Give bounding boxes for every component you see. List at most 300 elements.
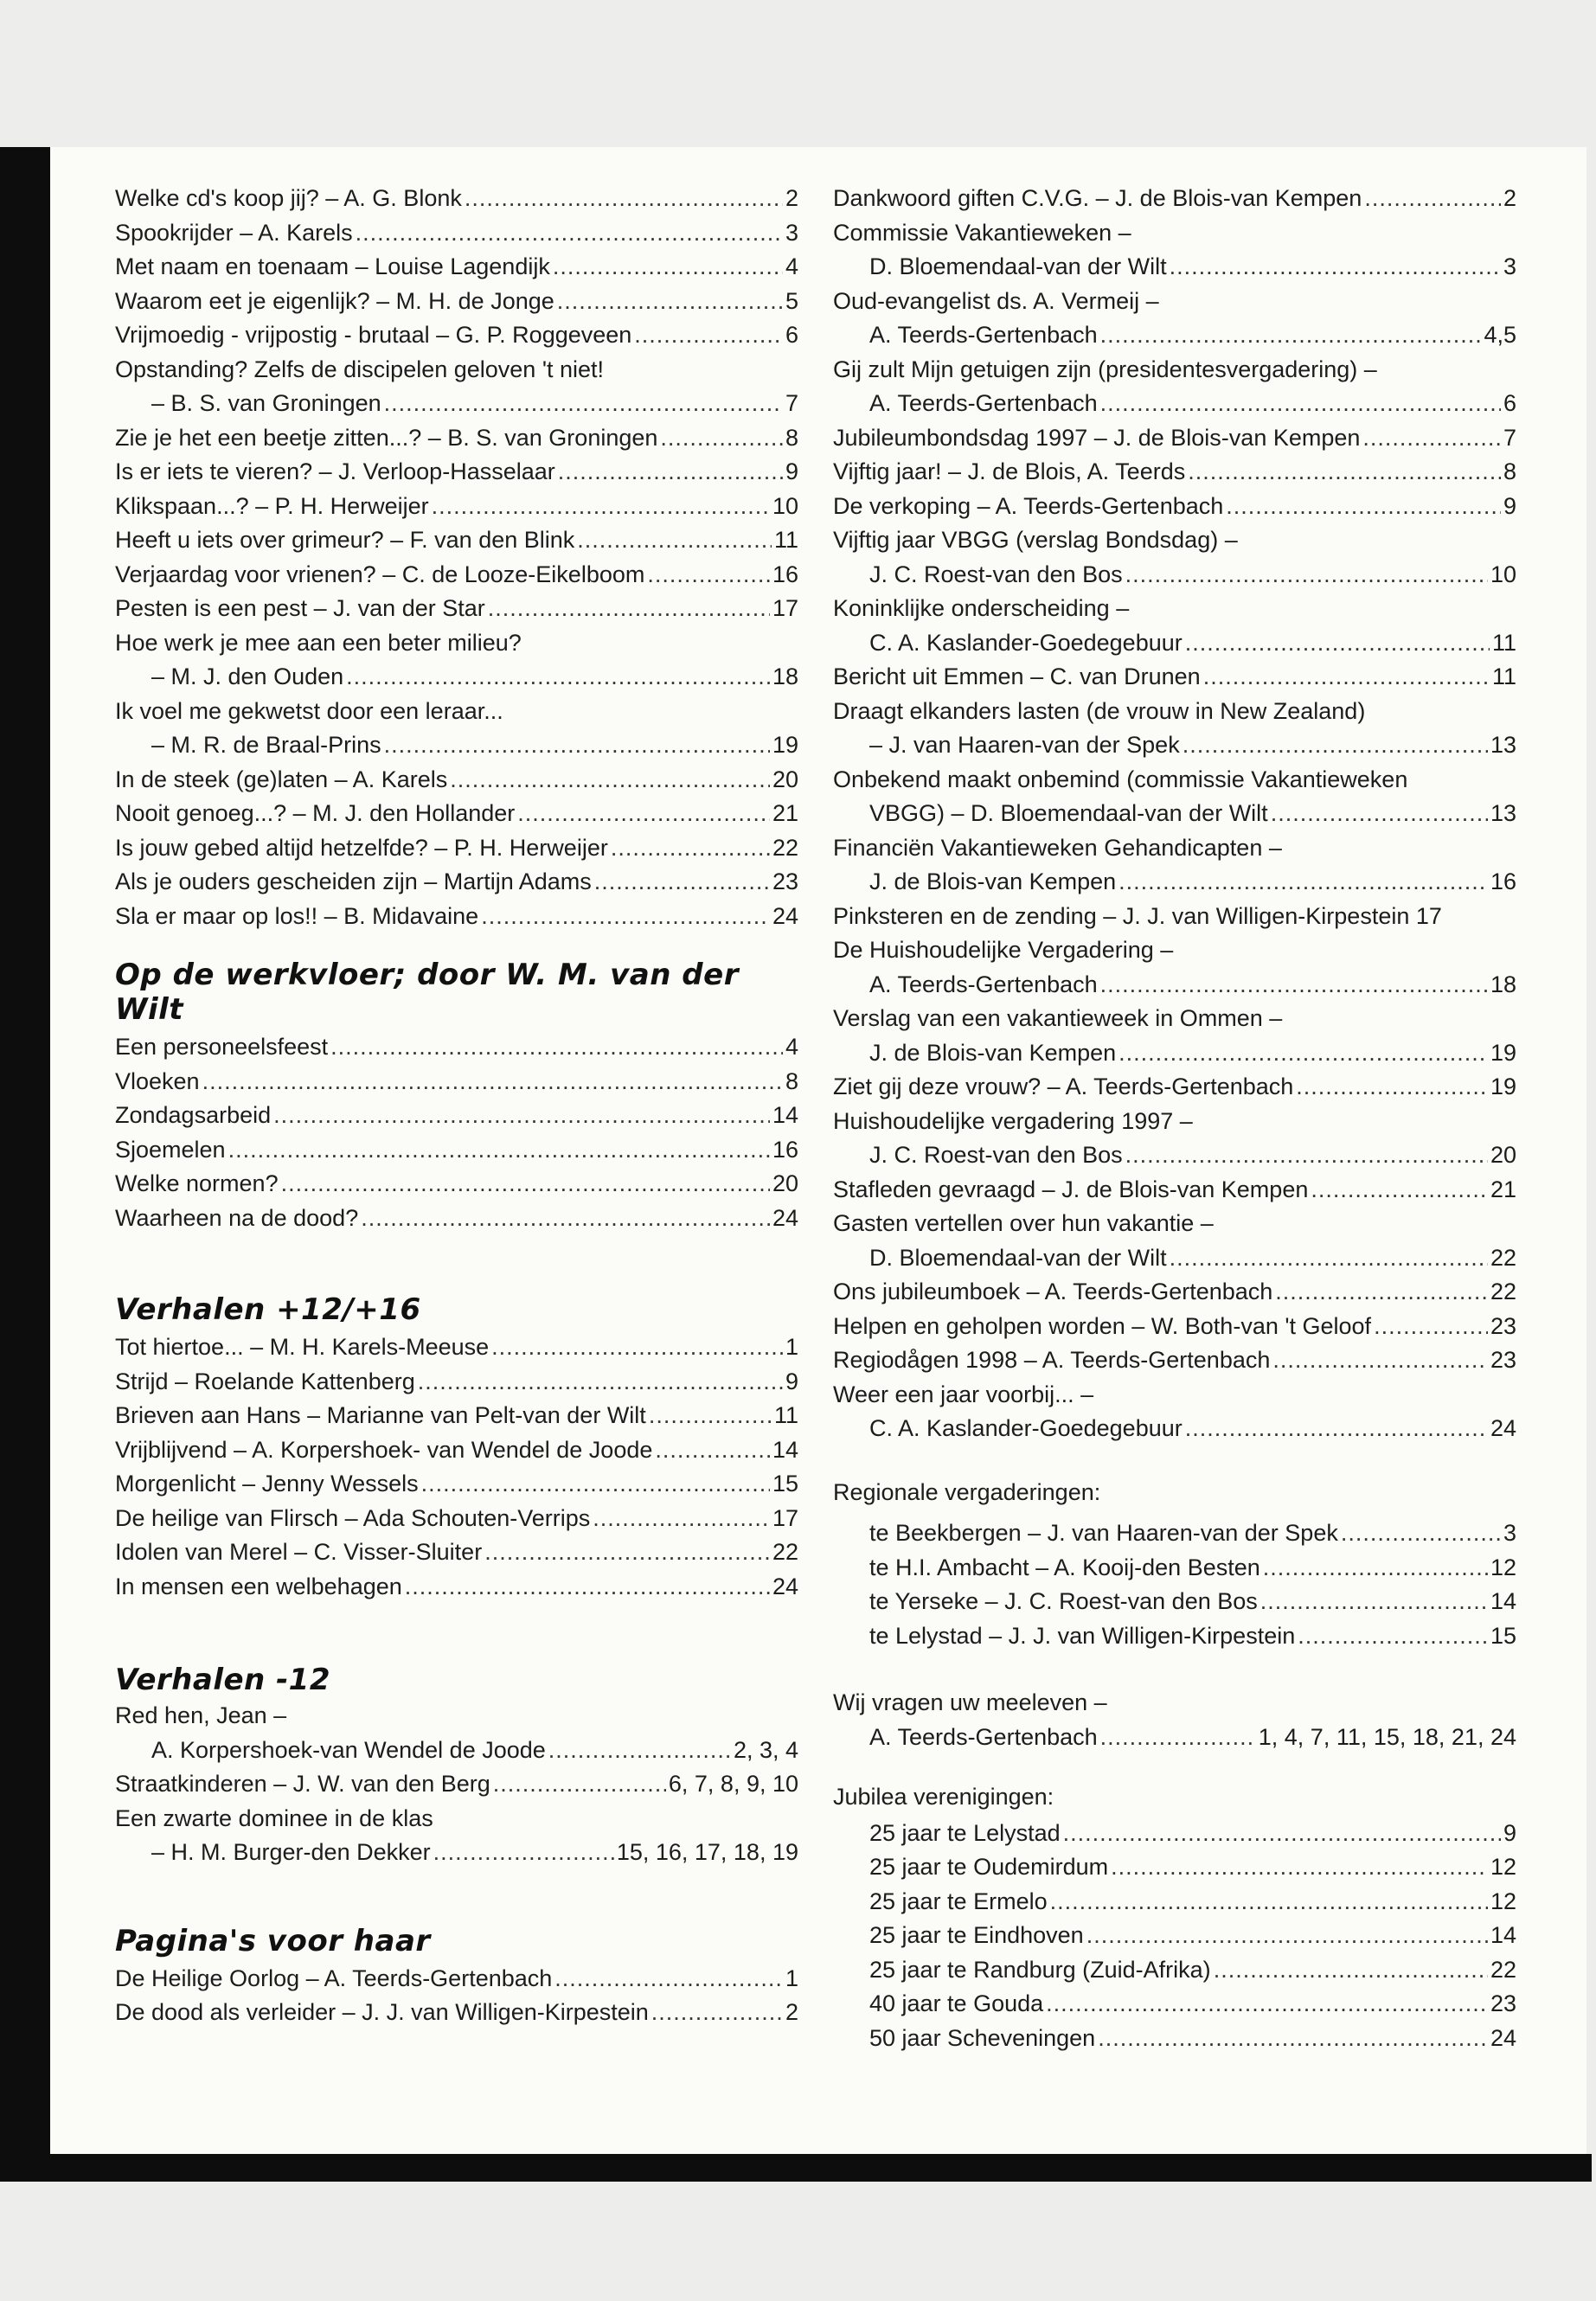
entry-text: De Heilige Oorlog – A. Teerds-Gertenbach: [115, 1965, 553, 1991]
leader-dots: [593, 1502, 770, 1536]
toc-entry: [833, 900, 1516, 934]
leader-dots: [1098, 2022, 1488, 2056]
toc-entry: [115, 1699, 798, 1734]
toc-entry: [115, 865, 798, 900]
toc-entry: [115, 421, 798, 456]
leader-dots: [1272, 1343, 1488, 1378]
toc-entry: [833, 1070, 1516, 1105]
entry-page: 6: [785, 322, 798, 348]
leader-dots: [1111, 1850, 1488, 1885]
entry-page: 18: [1490, 971, 1516, 997]
entry-page: 5: [785, 287, 798, 314]
toc-entry: [115, 353, 798, 388]
entry-page: 11: [1491, 663, 1516, 689]
leader-dots: [488, 592, 770, 626]
toc-entry: [833, 1002, 1516, 1036]
entry-text: Ziet gij deze vrouw? – A. Teerds-Gertenbach: [833, 1074, 1294, 1099]
entry-page: 12: [1490, 1888, 1516, 1914]
leader-dots: [281, 1167, 770, 1202]
toc-entry: [115, 1802, 798, 1836]
entry-text: 50 jaar Scheveningen: [869, 2024, 1096, 2051]
toc-entry: [833, 1241, 1516, 1276]
entry-text: Verjaardag voor vrienen? – C. de Looze-Eikelboom: [115, 561, 645, 587]
leader-dots: [548, 1734, 731, 1768]
toc-entry: [833, 865, 1516, 900]
entry-text: Bericht uit Emmen – C. van Drunen: [833, 663, 1201, 689]
entry-text: Welke cd's koop jij? – A. G. Blonk: [115, 185, 462, 211]
entry-text: Sjoemelen: [115, 1136, 226, 1163]
entry-text: Vloeken: [115, 1067, 200, 1094]
entry-page: 8: [785, 424, 798, 451]
entry-text: Morgenlicht – Jenny Wessels: [115, 1471, 419, 1497]
entry-text: Vrijmoedig - vrijpostig - brutaal – G. P. Roggeveen: [115, 322, 632, 348]
entry-page: 19: [1490, 1039, 1516, 1066]
left-top-list: [115, 182, 798, 933]
section-heading-werkvloer: Op de werkvloer; door W. M. van der Wilt: [115, 958, 739, 1027]
entry-page: 23: [1490, 1347, 1516, 1373]
toc-entry: [115, 763, 798, 798]
entry-page: 24: [1490, 1415, 1516, 1441]
entry-text: Weer een jaar voorbij... –: [833, 1381, 1094, 1407]
entry-text: J. de Blois-van Kempen: [869, 868, 1117, 894]
entry-page: 15: [1490, 1622, 1516, 1649]
paginas-list: [115, 1962, 798, 2030]
entry-page: 1: [785, 1334, 798, 1360]
leader-dots: [384, 728, 770, 763]
leader-dots: [517, 797, 770, 831]
entry-text: 25 jaar te Eindhoven: [869, 1922, 1084, 1948]
toc-entry: [833, 421, 1516, 456]
entry-text: 25 jaar te Randburg (Zuid-Afrika): [869, 1956, 1211, 1983]
leader-dots: [1260, 1585, 1488, 1619]
toc-entry: [833, 626, 1516, 661]
leader-dots: [1100, 387, 1501, 421]
toc-entry: [833, 1850, 1516, 1885]
leader-dots: [330, 1030, 783, 1065]
entry-text: Jubileumbondsdag 1997 – J. de Blois-van Kempen: [833, 424, 1361, 451]
toc-entry: [833, 250, 1516, 285]
scan-bottom-edge: [0, 2154, 1592, 2182]
leader-dots: [346, 660, 770, 695]
entry-page: 17: [772, 595, 798, 621]
entry-text: Ons jubileumboek – A. Teerds-Gertenbach: [833, 1279, 1273, 1304]
toc-entry: [115, 318, 798, 353]
leader-dots: [1100, 1721, 1256, 1755]
entry-page: 15: [772, 1471, 798, 1497]
leader-dots: [418, 1365, 783, 1400]
entry-text: te Beekbergen – J. van Haaren-van der Spek: [869, 1520, 1338, 1546]
entry-text: Draagt elkanders lasten (de vrouw in New Zealand): [833, 697, 1366, 724]
entry-page: 24: [772, 1573, 798, 1599]
leader-dots: [1263, 1551, 1488, 1586]
toc-entry: [833, 660, 1516, 695]
leader-dots: [1362, 421, 1501, 456]
entry-text: Welke normen?: [115, 1170, 279, 1196]
section-heading-verhalen-min: Verhalen -12: [115, 1663, 330, 1697]
entry-page: 22: [1490, 1279, 1516, 1304]
entry-page: 16: [772, 1136, 798, 1163]
leader-dots: [1188, 455, 1501, 490]
entry-text: Met naam en toenaam – Louise Lagendijk: [115, 253, 550, 279]
entry-text: Helpen en geholpen worden – W. Both-van 't Geloof: [833, 1312, 1372, 1339]
entry-page: 1: [785, 1965, 798, 1991]
toc-entry: [833, 1310, 1516, 1344]
entry-page: 21: [1490, 1176, 1516, 1202]
toc-entry: [115, 182, 798, 216]
leader-dots: [491, 1330, 783, 1365]
toc-entry: [115, 455, 798, 490]
toc-entry: [115, 1065, 798, 1099]
leader-dots: [649, 1399, 772, 1433]
entry-text: 40 jaar te Gouda: [869, 1990, 1044, 2016]
entry-page: 3: [1503, 1520, 1516, 1546]
entry-text: J. C. Roest-van den Bos: [869, 561, 1123, 587]
toc-entry: [115, 1399, 798, 1433]
entry-page: 22: [1490, 1244, 1516, 1271]
entry-page: 14: [1490, 1588, 1516, 1614]
section-heading-verhalen-plus: Verhalen +12/+16: [115, 1292, 421, 1327]
right-main-list: [833, 182, 1516, 1446]
entry-text: Waarheen na de dood?: [115, 1204, 359, 1231]
toc-entry: [833, 558, 1516, 593]
entry-page: 17: [772, 1504, 798, 1531]
entry-page: 7: [1503, 424, 1516, 451]
entry-text: te Yerseke – J. C. Roest-van den Bos: [869, 1588, 1258, 1614]
entry-text: – B. S. van Groningen: [151, 390, 381, 416]
entry-page: 4: [785, 1034, 798, 1060]
leader-dots: [660, 421, 783, 456]
entry-text: Strijd – Roelande Kattenberg: [115, 1368, 415, 1394]
entry-text: J. de Blois-van Kempen: [869, 1039, 1117, 1066]
toc-entry: [115, 728, 798, 763]
entry-text: Commissie Vakantieweken –: [833, 219, 1131, 246]
leader-dots: [611, 831, 770, 866]
entry-page: 8: [785, 1067, 798, 1094]
leader-dots: [228, 1133, 770, 1168]
leader-dots: [577, 523, 772, 558]
entry-page: 12: [1490, 1854, 1516, 1880]
leader-dots: [1364, 182, 1501, 216]
entry-page: 3: [785, 219, 798, 246]
entry-text: – H. M. Burger-den Dekker: [151, 1839, 431, 1865]
entry-page: 14: [772, 1102, 798, 1128]
entry-text: Is er iets te vieren? – J. Verloop-Hasselaar: [115, 458, 555, 484]
section-heading-paginas: Pagina's voor haar: [115, 1923, 431, 1958]
entry-text: Vrijblijvend – A. Korpershoek- van Wendel de Joode: [115, 1436, 653, 1463]
toc-entry: [833, 968, 1516, 1003]
entry-text: Klikspaan...? – P. H. Herweijer: [115, 492, 429, 519]
toc-entry: [115, 1167, 798, 1202]
entry-page: 7: [785, 390, 798, 416]
toc-entry: [115, 695, 798, 729]
leader-dots: [1170, 1241, 1488, 1276]
entry-text: De verkoping – A. Teerds-Gertenbach: [833, 492, 1224, 519]
entry-page: 10: [1490, 561, 1516, 587]
leader-dots: [647, 558, 770, 593]
toc-entry: [833, 2022, 1516, 2056]
toc-entry: [833, 182, 1516, 216]
entry-text: In mensen een welbehagen: [115, 1573, 402, 1599]
entry-page: 8: [1503, 458, 1516, 484]
toc-entry: [115, 558, 798, 593]
entry-page: 9: [785, 458, 798, 484]
entry-text: Een zwarte dominee in de klas: [115, 1804, 433, 1831]
leader-dots: [1086, 1919, 1488, 1953]
entry-page: 24: [772, 1204, 798, 1231]
leader-dots: [1185, 1412, 1488, 1446]
entry-page: 2: [785, 1999, 798, 2025]
entry-page: 12: [1490, 1554, 1516, 1580]
entry-text: A. Teerds-Gertenbach: [869, 971, 1098, 997]
jubilea-list: [833, 1817, 1516, 2056]
toc-entry: [833, 490, 1516, 524]
leader-dots: [1214, 1953, 1488, 1988]
toc-entry: [115, 1365, 798, 1400]
entry-page: 20: [772, 1170, 798, 1196]
leader-dots: [421, 1467, 770, 1502]
meeleven-entry: [833, 1721, 1516, 1755]
entry-page: 23: [772, 868, 798, 894]
entry-text: Verslag van een vakantieweek in Ommen –: [833, 1005, 1283, 1031]
toc-entry: [833, 797, 1516, 831]
verhalen-plus-list: [115, 1330, 798, 1604]
toc-entry: [115, 1467, 798, 1502]
entry-page: 22: [772, 834, 798, 861]
toc-entry: [833, 728, 1516, 763]
entry-page: 14: [772, 1436, 798, 1463]
toc-entry: [833, 285, 1516, 319]
entry-text: D. Bloemendaal-van der Wilt: [869, 1244, 1167, 1271]
toc-entry: [115, 1570, 798, 1605]
toc-entry: [115, 1330, 798, 1365]
leader-dots: [1100, 318, 1482, 353]
leader-dots: [1203, 660, 1490, 695]
toc-entry: [833, 387, 1516, 421]
leader-dots: [554, 1962, 783, 1997]
toc-entry: [115, 660, 798, 695]
leader-dots: [1170, 250, 1501, 285]
leader-dots: [384, 387, 783, 421]
toc-entry: [115, 490, 798, 524]
toc-entry: [833, 1378, 1516, 1413]
entry-text: 25 jaar te Lelystad: [869, 1819, 1061, 1846]
entry-text: – J. van Haaren-van der Spek: [869, 732, 1180, 758]
toc-entry: [833, 592, 1516, 626]
toc-entry: [833, 216, 1516, 251]
leader-dots: [1185, 626, 1490, 661]
toc-entry: [115, 1734, 798, 1768]
toc-entry: [115, 1836, 798, 1870]
toc-entry: [833, 1551, 1516, 1586]
leader-dots: [273, 1099, 770, 1133]
entry-text: Opstanding? Zelfs de discipelen geloven 't niet!: [115, 356, 605, 382]
leader-dots: [594, 865, 770, 900]
entry-text: Huishoudelijke vergadering 1997 –: [833, 1107, 1193, 1134]
entry-page: 10: [772, 492, 798, 519]
entry-page: 11: [773, 1402, 798, 1428]
toc-entry: [115, 285, 798, 319]
toc-entry: [115, 1202, 798, 1236]
right-column: [833, 182, 1516, 2055]
toc-entry: [833, 695, 1516, 729]
toc-entry: [115, 523, 798, 558]
toc-entry: [833, 1173, 1516, 1208]
entry-text: 25 jaar te Ermelo: [869, 1888, 1048, 1914]
entry-text: De Huishoudelijke Vergadering –: [833, 937, 1174, 963]
entry-page: 22: [772, 1539, 798, 1565]
entry-text: Tot hiertoe... – M. H. Karels-Meeuse: [115, 1334, 490, 1360]
toc-entry: [115, 1996, 798, 2030]
entry-text: A. Teerds-Gertenbach: [869, 390, 1098, 416]
entry-text: – M. J. den Ouden: [151, 663, 344, 689]
entry-text: Pesten is een pest – J. van der Star: [115, 595, 485, 621]
leader-dots: [1183, 728, 1488, 763]
toc-entry: [833, 1275, 1516, 1310]
leader-dots: [465, 182, 783, 216]
entry-page: 14: [1490, 1922, 1516, 1948]
toc-entry: [115, 1535, 798, 1570]
leader-dots: [405, 1570, 770, 1605]
toc-entry: [115, 1030, 798, 1065]
entry-text: Heeft u iets over grimeur? – F. van den Blink: [115, 527, 575, 553]
entry-text: Een personeelsfeest: [115, 1034, 329, 1060]
scan-left-edge: [0, 147, 50, 2171]
entry-text: De dood als verleider – J. J. van Willigen-Kirpestein: [115, 1999, 649, 2025]
entry-page: 20: [1490, 1142, 1516, 1168]
entry-page: 2: [785, 185, 798, 211]
entry-text: Zie je het een beetje zitten...? – B. S. van Groningen: [115, 424, 658, 451]
leader-dots: [1298, 1619, 1488, 1654]
entry-text: te Lelystad – J. J. van Willigen-Kirpestein: [869, 1622, 1296, 1649]
entry-text: A. Korpershoek-van Wendel de Joode: [151, 1736, 546, 1763]
leader-dots: [1100, 968, 1488, 1003]
entry-text: Waarom eet je eigenlijk? – M. H. de Jonge: [115, 287, 554, 314]
entry-page: 13: [1490, 800, 1516, 826]
toc-entry: [833, 1987, 1516, 2022]
entry-text: Vijftig jaar! – J. de Blois, A. Teerds: [833, 458, 1186, 484]
entry-page: 24: [1490, 2024, 1516, 2051]
leader-dots: [557, 285, 783, 319]
entry-text: Als je ouders gescheiden zijn – Martijn Adams: [115, 868, 592, 894]
toc-entry: [115, 216, 798, 251]
verhalen-min-list: [115, 1699, 798, 1870]
entry-text: Gij zult Mijn getuigen zijn (presidentesvergadering) –: [833, 356, 1377, 382]
toc-entry: [115, 797, 798, 831]
entry-text: Oud-evangelist ds. A. Vermeij –: [833, 287, 1159, 314]
entry-page: 11: [773, 527, 798, 553]
entry-page: 3: [1503, 253, 1516, 279]
toc-entry: [833, 1036, 1516, 1071]
leader-dots: [558, 455, 783, 490]
toc-entry: [833, 1619, 1516, 1654]
entry-page: 6, 7, 8, 9, 10: [668, 1771, 798, 1797]
leader-dots: [450, 763, 770, 798]
entry-page: 9: [1503, 1819, 1516, 1846]
entry-page: 16: [772, 561, 798, 587]
entry-text: Zondagsarbeid: [115, 1102, 272, 1128]
entry-page: 19: [772, 732, 798, 758]
entry-text: Nooit genoeg...? – M. J. den Hollander: [115, 800, 516, 826]
leader-dots: [433, 1836, 614, 1870]
leader-dots: [1118, 1036, 1488, 1071]
toc-entry: [833, 933, 1516, 968]
entry-text: C. A. Kaslander-Goedegebuur: [869, 629, 1183, 656]
entry-text: Spookrijder – A. Karels: [115, 219, 353, 246]
entry-page: 11: [1491, 629, 1516, 656]
entry-text: Stafleden gevraagd – J. de Blois-van Kempen: [833, 1176, 1309, 1202]
leader-dots: [1050, 1885, 1488, 1920]
entry-page: 4,5: [1484, 322, 1516, 348]
entry-text: te H.I. Ambacht – A. Kooij-den Besten: [869, 1554, 1260, 1580]
entry-page: 24: [772, 902, 798, 929]
toc-entry: [833, 1585, 1516, 1619]
meeleven-title: Wij vragen uw meeleven –: [833, 1689, 1107, 1715]
leader-dots: [432, 490, 770, 524]
jubilea-title: Jubilea verenigingen:: [833, 1784, 1054, 1810]
entry-page: 2, 3, 4: [733, 1736, 798, 1763]
toc-entry: [115, 387, 798, 421]
toc-entry: [115, 1767, 798, 1802]
entry-page: 22: [1490, 1956, 1516, 1983]
entry-page: 16: [1490, 868, 1516, 894]
leader-dots: [1275, 1275, 1488, 1310]
entry-page: 18: [772, 663, 798, 689]
toc-entry: [115, 1133, 798, 1168]
entry-page: 9: [1503, 492, 1516, 519]
entry-text: Straatkinderen – J. W. van den Berg: [115, 1771, 490, 1797]
toc-entry: [115, 592, 798, 626]
toc-entry: [833, 1105, 1516, 1139]
toc-entry: [115, 831, 798, 866]
entry-page: 23: [1490, 1990, 1516, 2016]
leader-dots: [553, 250, 783, 285]
leader-dots: [493, 1767, 666, 1802]
entry-text: J. C. Roest-van den Bos: [869, 1142, 1123, 1168]
leader-dots: [1226, 490, 1501, 524]
entry-text: Red hen, Jean –: [115, 1702, 287, 1728]
regionale-title: Regionale vergaderingen:: [833, 1478, 1101, 1505]
toc-entry: [833, 1412, 1516, 1446]
entry-text: Vijftig jaar VBGG (verslag Bondsdag) –: [833, 527, 1238, 553]
entry-text: Sla er maar op los!! – B. Midavaine: [115, 902, 479, 929]
leader-dots: [1063, 1817, 1501, 1851]
entry-text: A. Teerds-Gertenbach: [869, 1723, 1098, 1750]
entry-text: Dankwoord giften C.V.G. – J. de Blois-van Kempen: [833, 185, 1362, 211]
toc-entry: [833, 831, 1516, 866]
entry-text: Onbekend maakt onbemind (commissie Vakantieweken: [833, 766, 1408, 792]
toc-entry: [833, 523, 1516, 558]
entry-page: 2: [1503, 185, 1516, 211]
toc-entry: [833, 1516, 1516, 1551]
entry-text: Regiodågen 1998 – A. Teerds-Gertenbach: [833, 1347, 1271, 1373]
toc-entry: [115, 1099, 798, 1133]
entry-text: – M. R. de Braal-Prins: [151, 732, 381, 758]
entry-page: 23: [1490, 1312, 1516, 1339]
toc-entry: [833, 1138, 1516, 1173]
toc-entry: [115, 1962, 798, 1997]
entry-page: 19: [1490, 1074, 1516, 1099]
toc-entry: [833, 1919, 1516, 1953]
toc-entry: [115, 1433, 798, 1468]
leader-dots: [356, 216, 783, 251]
entry-text: In de steek (ge)laten – A. Karels: [115, 766, 448, 792]
leader-dots: [361, 1202, 770, 1236]
entry-page: 20: [772, 766, 798, 792]
entry-page: 15, 16, 17, 18, 19: [616, 1839, 798, 1865]
leader-dots: [651, 1996, 783, 2030]
toc-entry: [833, 1343, 1516, 1378]
leader-dots: [1125, 1138, 1488, 1173]
